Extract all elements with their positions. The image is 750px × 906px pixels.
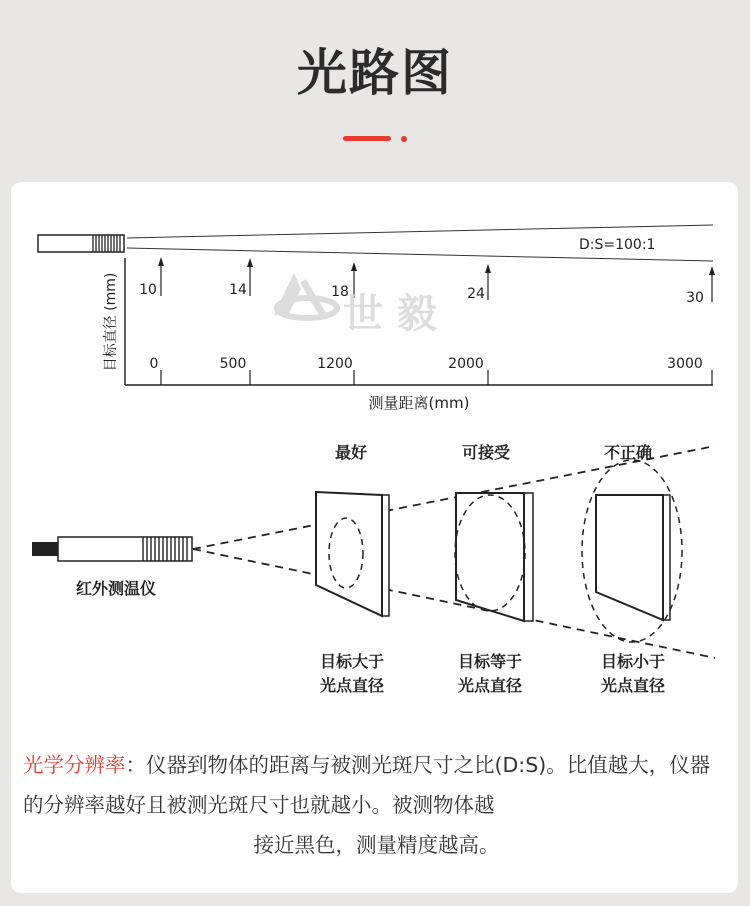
y-axis-label: 目标直径 (mm) xyxy=(103,272,119,372)
diameter-label: 30 xyxy=(686,290,704,306)
case-line1: 目标大于 xyxy=(319,652,385,671)
title-underline xyxy=(343,136,391,141)
distance-label: 1200 xyxy=(317,356,353,372)
case-title-best: 最好 xyxy=(334,443,368,462)
target-panel-equal xyxy=(456,493,533,621)
case-line2: 光点直径 xyxy=(600,676,666,695)
x-axis-label: 测量距离(mm) xyxy=(368,394,470,412)
company-logo-icon xyxy=(274,273,337,318)
diameter-arrowhead xyxy=(158,257,164,266)
distance-label: 0 xyxy=(149,356,159,372)
caption-last-line: 接近黑色，测量精度越高。 xyxy=(253,833,500,857)
diameter-arrowhead xyxy=(485,264,491,273)
distance-label: 500 xyxy=(219,356,247,372)
diameter-arrowhead xyxy=(247,258,253,267)
diagram-card xyxy=(11,182,738,893)
spot-diagram xyxy=(32,443,715,695)
case-line2: 光点直径 xyxy=(319,676,385,695)
caption-term: 光学分辨率 xyxy=(23,753,126,777)
page-title: 光路图 xyxy=(297,44,453,102)
diameter-label: 14 xyxy=(229,282,247,298)
case-line1: 目标小于 xyxy=(600,652,666,671)
diameter-label: 10 xyxy=(139,282,157,298)
case-title-acceptable: 可接受 xyxy=(461,443,511,462)
diameter-arrowhead xyxy=(351,262,357,271)
watermark-text: 世 毅 xyxy=(343,291,437,337)
caption-text: ：仪器到物体的距离与被测光斑尺寸之比(D:S)。比值越大，仪器的分辨率越好且被测光斑尺寸也就越小。被测物体越 xyxy=(23,753,711,817)
ds-ratio-label: D:S=100:1 xyxy=(579,237,656,253)
diameter-label: 24 xyxy=(467,286,485,302)
target-panel-small xyxy=(596,495,670,620)
diameter-arrowhead xyxy=(709,266,715,275)
title-underline-dot xyxy=(401,136,407,142)
distance-label: 2000 xyxy=(448,356,484,372)
case-title-incorrect: 不正确 xyxy=(603,443,653,462)
target-panel-large xyxy=(316,492,389,616)
thermometer-cable xyxy=(32,542,58,556)
device-label: 红外测温仪 xyxy=(75,579,157,598)
diameter-label: 18 xyxy=(331,284,349,300)
watermark xyxy=(274,273,437,337)
resolution-caption xyxy=(23,745,730,865)
distance-label: 3000 xyxy=(667,356,703,372)
case-line1: 目标等于 xyxy=(457,652,523,671)
case-line2: 光点直径 xyxy=(457,676,523,695)
thermometer-body xyxy=(58,537,192,561)
